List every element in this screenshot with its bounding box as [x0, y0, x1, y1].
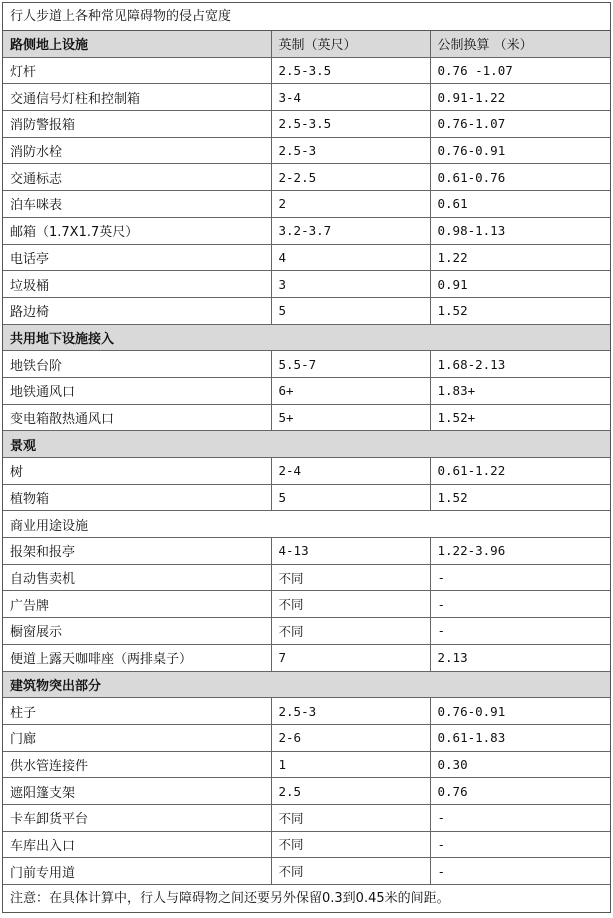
table-row [3, 111, 610, 138]
cell-imperial-width: 3-4 [271, 84, 430, 111]
section-header [3, 431, 610, 458]
cell-imperial-width: 3.2-3.7 [271, 217, 430, 244]
cell-obstacle-name: 供水管连接件 [3, 751, 271, 778]
cell-obstacle-name: 交通信号灯柱和控制箱 [3, 84, 271, 111]
cell-imperial-width: 2 [271, 191, 430, 218]
cell-imperial-width: 4 [271, 244, 430, 271]
table-row [3, 377, 610, 404]
table-row [3, 191, 610, 218]
cell-metric-width: 0.98-1.13 [430, 217, 610, 244]
cell-imperial-width: 5.5-7 [271, 351, 430, 378]
cell-obstacle-name: 广告牌 [3, 591, 271, 618]
table-row [3, 778, 610, 805]
cell-imperial-width: 2.5-3.5 [271, 57, 430, 84]
section-title: 共用地下设施接入 [3, 324, 610, 351]
table-row [3, 804, 610, 831]
cell-obstacle-name: 柱子 [3, 698, 271, 725]
cell-obstacle-name: 门前专用道 [3, 858, 271, 885]
cell-obstacle-name: 电话亭 [3, 244, 271, 271]
section-header [3, 511, 610, 538]
cell-imperial-width: 不同 [271, 591, 430, 618]
section-header [3, 671, 610, 698]
cell-obstacle-name: 路边椅 [3, 297, 271, 324]
cell-obstacle-name: 地铁台阶 [3, 351, 271, 378]
cell-imperial-width: 2.5-3 [271, 698, 430, 725]
cell-imperial-width: 2-2.5 [271, 164, 430, 191]
table-row [3, 458, 610, 485]
cell-imperial-width: 5+ [271, 404, 430, 431]
cell-imperial-width: 不同 [271, 564, 430, 591]
cell-imperial-width: 不同 [271, 804, 430, 831]
table-row [3, 538, 610, 565]
cell-metric-width: 0.76 -1.07 [430, 57, 610, 84]
cell-metric-width: 1.22-3.96 [430, 538, 610, 565]
table-row [3, 137, 610, 164]
cell-imperial-width: 2-6 [271, 724, 430, 751]
cell-obstacle-name: 消防警报箱 [3, 111, 271, 138]
cell-obstacle-name: 便道上露天咖啡座（两排桌子） [3, 644, 271, 671]
header-imperial: 英制（英尺） [271, 31, 430, 57]
table-row [3, 164, 610, 191]
cell-imperial-width: 2.5-3 [271, 137, 430, 164]
table-row [3, 404, 610, 431]
cell-metric-width: 0.91-1.22 [430, 84, 610, 111]
cell-imperial-width: 7 [271, 644, 430, 671]
cell-obstacle-name: 门廊 [3, 724, 271, 751]
cell-metric-width: 1.52 [430, 297, 610, 324]
cell-metric-width: 1.52 [430, 484, 610, 511]
cell-metric-width: 0.61-1.83 [430, 724, 610, 751]
header-category: 路侧地上设施 [3, 31, 271, 57]
section-title: 商业用途设施 [3, 511, 610, 538]
table-row [3, 644, 610, 671]
cell-metric-width: 2.13 [430, 644, 610, 671]
cell-metric-width: - [430, 564, 610, 591]
table-row [3, 751, 610, 778]
cell-metric-width: 0.91 [430, 271, 610, 298]
table-row [3, 244, 610, 271]
cell-obstacle-name: 遮阳篷支架 [3, 778, 271, 805]
cell-metric-width: 0.76-1.07 [430, 111, 610, 138]
data-table [3, 31, 610, 885]
cell-metric-width: 0.61-0.76 [430, 164, 610, 191]
cell-imperial-width: 不同 [271, 831, 430, 858]
cell-metric-width: 0.61 [430, 191, 610, 218]
table-row [3, 484, 610, 511]
cell-imperial-width: 2-4 [271, 458, 430, 485]
obstacle-width-table [2, 2, 611, 913]
cell-metric-width: - [430, 591, 610, 618]
table-row [3, 858, 610, 885]
footnote: 注意：在具体计算中，行人与障碍物之间还要另外保留0.3到0.45米的间距。 [10, 891, 450, 906]
cell-imperial-width: 6+ [271, 377, 430, 404]
cell-obstacle-name: 邮箱（1.7X1.7英尺） [3, 217, 271, 244]
table-row [3, 297, 610, 324]
cell-obstacle-name: 消防水栓 [3, 137, 271, 164]
table-row [3, 698, 610, 725]
cell-imperial-width: 4-13 [271, 538, 430, 565]
table-row [3, 591, 610, 618]
cell-imperial-width: 2.5-3.5 [271, 111, 430, 138]
table-row [3, 271, 610, 298]
cell-obstacle-name: 交通标志 [3, 164, 271, 191]
cell-imperial-width: 不同 [271, 618, 430, 645]
table-row [3, 217, 610, 244]
table-row [3, 564, 610, 591]
cell-metric-width: 0.76 [430, 778, 610, 805]
cell-obstacle-name: 报架和报亭 [3, 538, 271, 565]
cell-obstacle-name: 变电箱散热通风口 [3, 404, 271, 431]
cell-imperial-width: 1 [271, 751, 430, 778]
cell-metric-width: - [430, 858, 610, 885]
cell-metric-width: - [430, 804, 610, 831]
section-header [3, 324, 610, 351]
section-title: 景观 [3, 431, 610, 458]
cell-obstacle-name: 地铁通风口 [3, 377, 271, 404]
cell-metric-width: 1.83+ [430, 377, 610, 404]
cell-obstacle-name: 车库出入口 [3, 831, 271, 858]
cell-metric-width: 1.22 [430, 244, 610, 271]
cell-metric-width: 0.30 [430, 751, 610, 778]
table-row [3, 57, 610, 84]
cell-obstacle-name: 泊车咪表 [3, 191, 271, 218]
table-title: 行人步道上各种常见障碍物的侵占宽度 [3, 3, 610, 31]
cell-metric-width: 1.52+ [430, 404, 610, 431]
cell-obstacle-name: 灯杆 [3, 57, 271, 84]
table-row [3, 724, 610, 751]
cell-metric-width: - [430, 618, 610, 645]
cell-imperial-width: 5 [271, 484, 430, 511]
section-title: 建筑物突出部分 [3, 671, 610, 698]
cell-obstacle-name: 树 [3, 458, 271, 485]
table-row [3, 831, 610, 858]
cell-imperial-width: 不同 [271, 858, 430, 885]
cell-imperial-width: 2.5 [271, 778, 430, 805]
cell-imperial-width: 5 [271, 297, 430, 324]
cell-obstacle-name: 橱窗展示 [3, 618, 271, 645]
cell-metric-width: 0.76-0.91 [430, 698, 610, 725]
cell-obstacle-name: 卡车卸货平台 [3, 804, 271, 831]
cell-obstacle-name: 垃圾桶 [3, 271, 271, 298]
cell-imperial-width: 3 [271, 271, 430, 298]
cell-metric-width: 0.76-0.91 [430, 137, 610, 164]
table-row [3, 618, 610, 645]
cell-metric-width: 0.61-1.22 [430, 458, 610, 485]
header-row [3, 31, 610, 57]
cell-obstacle-name: 植物箱 [3, 484, 271, 511]
header-metric: 公制换算 （米） [430, 31, 610, 57]
table-row [3, 84, 610, 111]
cell-metric-width: 1.68-2.13 [430, 351, 610, 378]
table-row [3, 351, 610, 378]
cell-obstacle-name: 自动售卖机 [3, 564, 271, 591]
cell-metric-width: - [430, 831, 610, 858]
